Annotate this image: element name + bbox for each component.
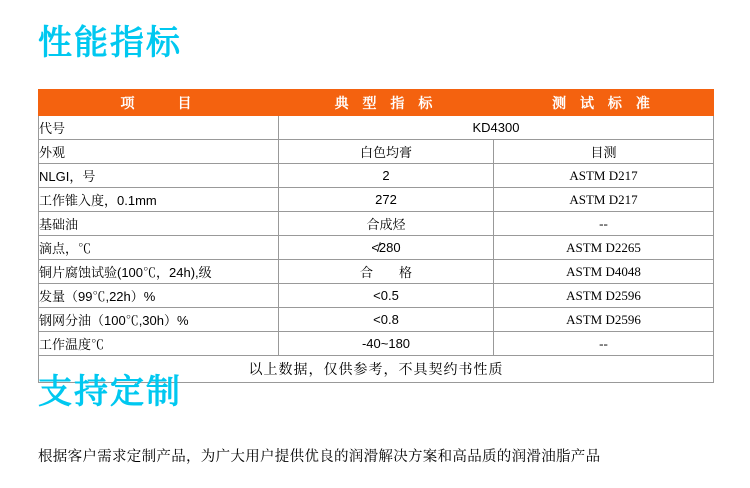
- table-row: [39, 140, 714, 164]
- table-row: [39, 284, 714, 308]
- table-row: [39, 308, 714, 332]
- column-header-test-standard: 测 试 标 准: [494, 90, 714, 116]
- section-heading-performance: 性能指标: [38, 24, 182, 62]
- cell-value: 2: [279, 164, 494, 188]
- customization-description: 根据客户需求定制产品，为广大用户提供优良的润滑解决方案和高品质的润滑油脂产品: [38, 449, 601, 465]
- cell-standard: --: [494, 332, 714, 356]
- cell-item: 铜片腐蚀试验(100℃，24h),级: [39, 260, 279, 284]
- cell-value: 272: [279, 188, 494, 212]
- cell-item: NLGI，号: [39, 164, 279, 188]
- column-header-typical-value: 典 型 指 标: [279, 90, 494, 116]
- cell-item: 钢网分油（100℃,30h）%: [39, 308, 279, 332]
- table-row: [39, 164, 714, 188]
- cell-standard: ASTM D2596: [494, 308, 714, 332]
- cell-item: 工作锥入度，0.1mm: [39, 188, 279, 212]
- cell-item: 工作温度℃: [39, 332, 279, 356]
- table-row: [39, 260, 714, 284]
- cell-item: 外观: [39, 140, 279, 164]
- cell-value: 白色均膏: [279, 140, 494, 164]
- cell-standard: ASTM D217: [494, 164, 714, 188]
- table-header-row: [39, 90, 714, 116]
- cell-value: ≮280: [279, 236, 494, 260]
- cell-item: 发量（99℃,22h）%: [39, 284, 279, 308]
- table-row: [39, 332, 714, 356]
- cell-item: 基础油: [39, 212, 279, 236]
- cell-value-merged: KD4300: [279, 116, 714, 140]
- cell-value: <0.8: [279, 308, 494, 332]
- cell-standard: 目测: [494, 140, 714, 164]
- table-row: [39, 116, 714, 140]
- cell-standard: ASTM D2596: [494, 284, 714, 308]
- cell-item: 代号: [39, 116, 279, 140]
- spec-table-wrapper: [38, 89, 713, 383]
- spec-table-head: [39, 90, 714, 116]
- cell-item: 滴点，℃: [39, 236, 279, 260]
- cell-value: -40~180: [279, 332, 494, 356]
- table-row: [39, 236, 714, 260]
- table-row: [39, 212, 714, 236]
- cell-standard: --: [494, 212, 714, 236]
- cell-value: 合 格: [279, 260, 494, 284]
- table-row: [39, 188, 714, 212]
- cell-value: 合成烃: [279, 212, 494, 236]
- column-header-item: 项 目: [39, 90, 279, 116]
- spec-table-body: [39, 116, 714, 383]
- cell-standard: ASTM D217: [494, 188, 714, 212]
- cell-standard: ASTM D4048: [494, 260, 714, 284]
- spec-table: [38, 89, 714, 383]
- cell-value: <0.5: [279, 284, 494, 308]
- section-heading-customization: 支持定制: [38, 373, 182, 411]
- table-note: 以上数据，仅供参考，不具契约书性质: [39, 356, 714, 383]
- cell-standard: ASTM D2265: [494, 236, 714, 260]
